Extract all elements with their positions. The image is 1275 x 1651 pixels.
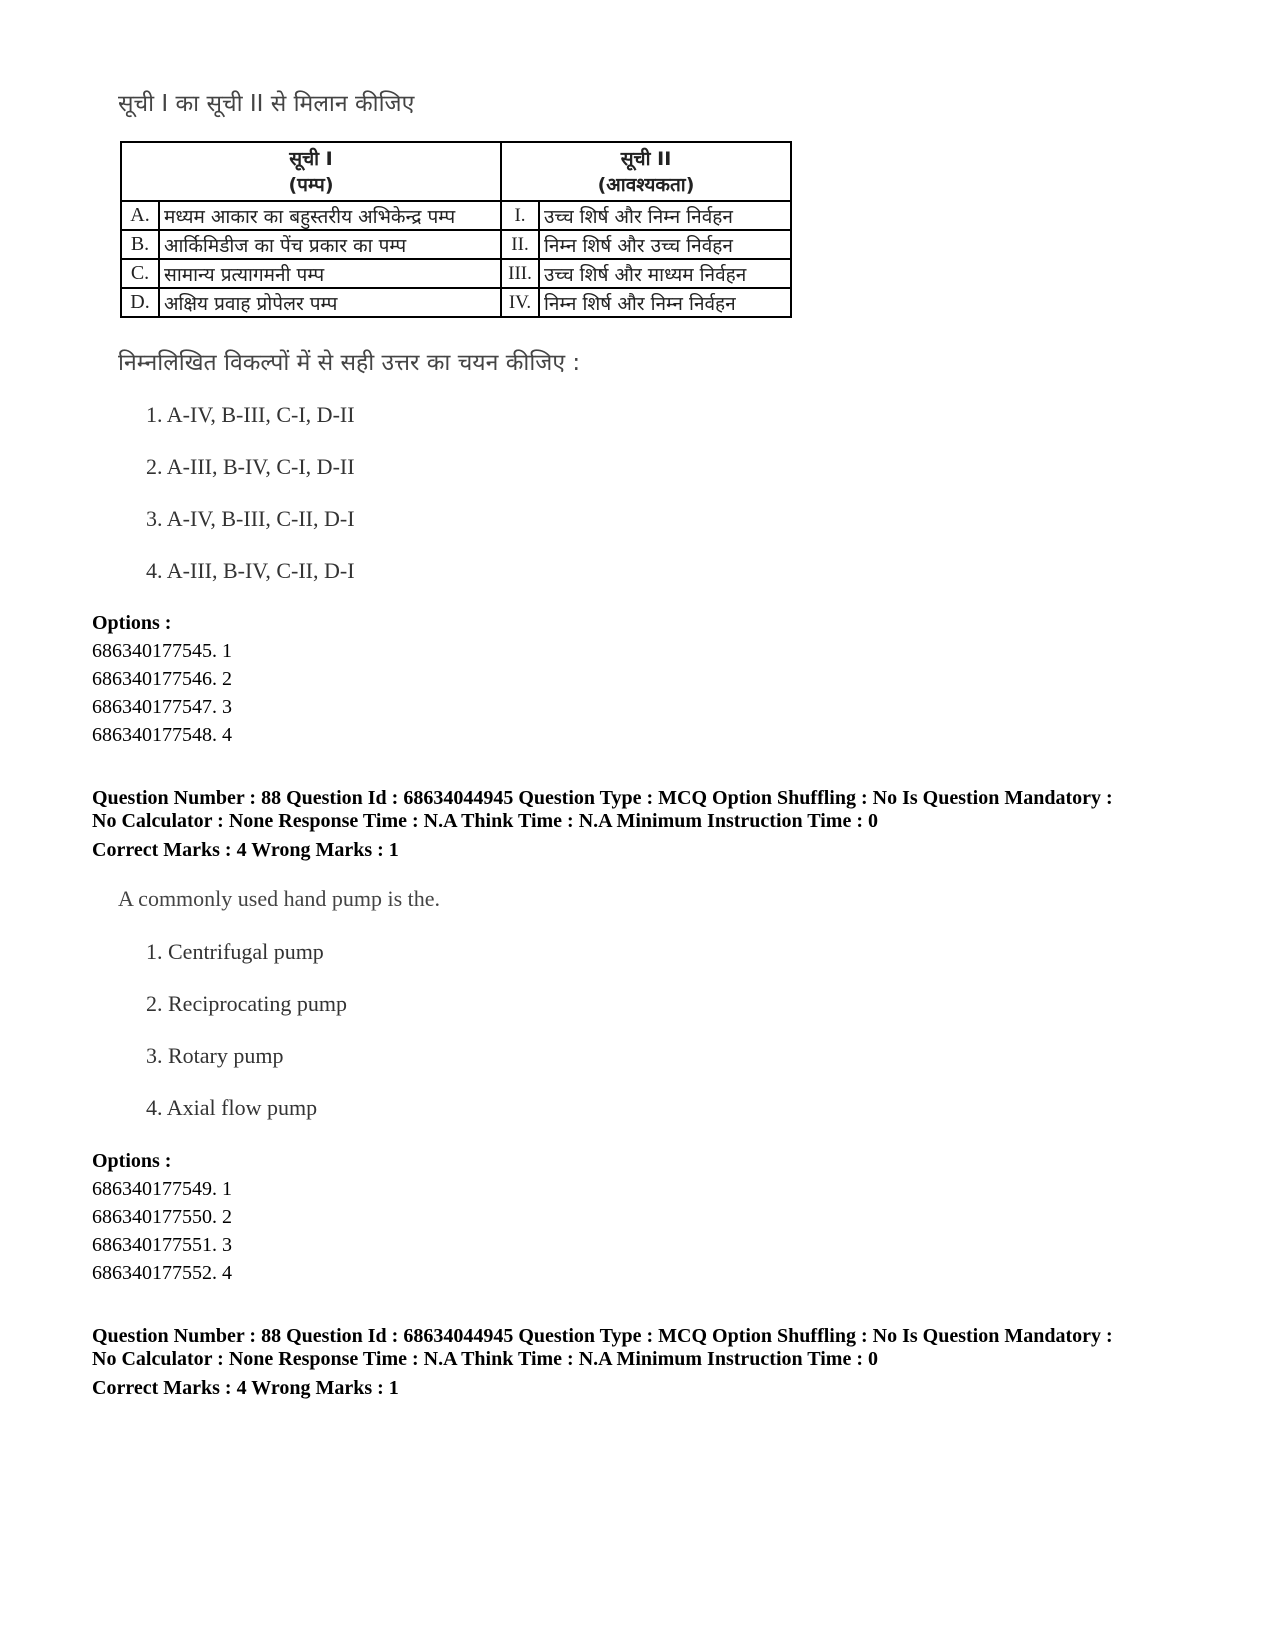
list2-subtitle: (आवश्यकता): [597, 173, 695, 196]
choice-item: 2. A-III, B-IV, C-I, D-II: [146, 454, 355, 479]
row-text-left: अक्षिय प्रवाह प्रोपेलर पम्प: [159, 288, 501, 317]
list1-subtitle: (पम्प): [288, 173, 334, 196]
match-instruction: सूची I का सूची II से मिलान कीजिए: [118, 91, 415, 117]
question-meta-line2: No Calculator : None Response Time : N.A Think Time : N.A Minimum Instruction Time : 0: [92, 1348, 878, 1370]
table-row: [121, 288, 791, 317]
table-row: [121, 230, 791, 259]
answer-prompt: निम्नलिखित विकल्पों में से सही उत्तर का चयन कीजिए :: [118, 350, 581, 376]
row-text-left: आर्किमिडीज का पेंच प्रकार का पम्प: [159, 230, 501, 259]
row-label-left: A.: [121, 201, 159, 230]
question-meta-line1: Question Number : 88 Question Id : 68634044945 Question Type : MCQ Option Shuffling : No Is Question Mandatory :: [92, 787, 1113, 809]
option-line: 686340177548. 4: [92, 724, 232, 746]
choice-item: 3. Rotary pump: [146, 1043, 284, 1068]
option-line: 686340177551. 3: [92, 1234, 232, 1256]
choice-item: 3. A-IV, B-III, C-II, D-I: [146, 506, 355, 531]
match-table: [120, 141, 792, 318]
row-label-right: III.: [501, 259, 539, 288]
option-line: 686340177550. 2: [92, 1206, 232, 1228]
question-text: A commonly used hand pump is the.: [118, 886, 441, 911]
options-label: Options :: [92, 612, 172, 634]
list1-title: सूची I: [289, 147, 333, 170]
row-label-right: II.: [501, 230, 539, 259]
row-label-left: D.: [121, 288, 159, 317]
row-text-left: मध्यम आकार का बहुस्तरीय अभिकेन्द्र पम्प: [159, 201, 501, 230]
option-line: 686340177547. 3: [92, 696, 232, 718]
choice-item: 4. A-III, B-IV, C-II, D-I: [146, 558, 355, 583]
question-meta-line1: Question Number : 88 Question Id : 68634044945 Question Type : MCQ Option Shuffling : No Is Question Mandatory :: [92, 1325, 1113, 1347]
row-text-right: निम्न शिर्ष और उच्च निर्वहन: [539, 230, 791, 259]
choice-item: 2. Reciprocating pump: [146, 991, 348, 1016]
option-line: 686340177549. 1: [92, 1178, 232, 1200]
option-line: 686340177552. 4: [92, 1262, 232, 1284]
choice-item: 1. Centrifugal pump: [146, 939, 324, 964]
option-line: 686340177546. 2: [92, 668, 232, 690]
list1-header: [121, 142, 501, 201]
option-line: 686340177545. 1: [92, 640, 232, 662]
options-label: Options :: [92, 1150, 172, 1172]
question-meta-line2: No Calculator : None Response Time : N.A Think Time : N.A Minimum Instruction Time : 0: [92, 810, 878, 832]
row-text-left: सामान्य प्रत्यागमनी पम्प: [159, 259, 501, 288]
table-row: [121, 259, 791, 288]
row-label-right: IV.: [501, 288, 539, 317]
list2-header: [501, 142, 791, 201]
choice-item: 4. Axial flow pump: [146, 1095, 318, 1120]
choice-item: 1. A-IV, B-III, C-I, D-II: [146, 402, 355, 427]
row-text-right: उच्च शिर्ष और माध्यम निर्वहन: [539, 259, 791, 288]
row-text-right: उच्च शिर्ष और निम्न निर्वहन: [539, 201, 791, 230]
row-label-left: C.: [121, 259, 159, 288]
row-label-right: I.: [501, 201, 539, 230]
table-row: [121, 201, 791, 230]
row-text-right: निम्न शिर्ष और निम्न निर्वहन: [539, 288, 791, 317]
list2-title: सूची II: [620, 147, 672, 170]
question-marks: Correct Marks : 4 Wrong Marks : 1: [92, 839, 399, 861]
question-marks: Correct Marks : 4 Wrong Marks : 1: [92, 1377, 399, 1399]
row-label-left: B.: [121, 230, 159, 259]
